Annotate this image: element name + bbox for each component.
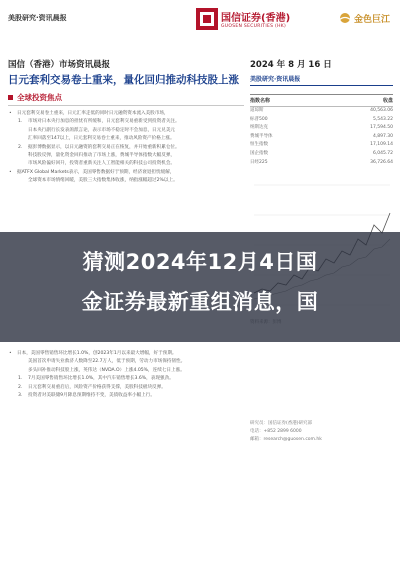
brand2-name: 金色巨江 (354, 14, 391, 25)
sun-icon (338, 11, 352, 25)
headline-line-2: 金证券最新重组消息，国 (81, 290, 319, 314)
report-headline: 日元套利交易卷土重来，量化回归推动科技股上涨 (8, 74, 239, 86)
guosen-logo-icon (196, 8, 218, 30)
list-item: 科技股反弹，量化资金回归推动了市场上涨，费城半导体指数大幅反弹， (28, 153, 176, 159)
section-title: 全球投资焦点 (17, 93, 62, 102)
list-item: 2. 据彭博数据显示，以日元融资的套利交易正在恢复，并开始重新积累仓位。 (18, 144, 180, 150)
table-header: 指数名称 收盘 (250, 95, 393, 107)
list-item: 全球资本市场情绪回暖，美股三大指数集体收涨，纳指涨幅超过2%以上。 (28, 178, 178, 184)
list-item: 美国首次申请失业救济人数降至22.7万人，低于预期，劳动力市场保持韧性。 (28, 359, 186, 365)
contact-block (250, 420, 393, 444)
report-header (0, 0, 400, 46)
left-column (8, 92, 244, 186)
list-item: 汇率回落至147以上，日元套利交易卷土重来，推动风险资产价格上涨。 (28, 136, 175, 142)
report-date: 2024 年 8 月 16 日 (250, 60, 332, 70)
section-square-icon (8, 95, 13, 100)
index-table (250, 94, 393, 167)
table-row: 恒生指数 17,109.14 (250, 142, 393, 148)
headline-line-1: 猜测2024年12月4日国 (82, 250, 318, 274)
list-item: • 据ATFX Global Markets表示，美国零售数据好于预期，经济衰退担忧缓解， (8, 169, 244, 177)
list-item: • 日元套利交易卷土重来，日元汇率走低的同时日元融资资本流入美股市场， (8, 110, 244, 118)
list-item: 市场风险偏好回升，投资者重新关注人工智能相关的科技公司投资机会。 (28, 161, 176, 167)
contact-line: 研究员：国信证券(香港)研究部 (250, 421, 313, 426)
bullet-list (8, 110, 244, 186)
brand1-name: 国信证券(香港) (221, 13, 291, 24)
table-row: 标普500 5,543.22 (250, 116, 393, 122)
guosen-logo (196, 8, 290, 30)
table-row: 费城半导体 4,897.30 (250, 133, 393, 139)
contact-line: 电话：+852 2899 6000 (250, 429, 302, 434)
table-row: 纳斯达克 17,594.50 (250, 125, 393, 131)
list-item: 2. 日元套利交易重启后，风险资产价格获得支撑，美股科技板块反弹。 (18, 384, 166, 390)
report-title: 国信（香港）市场资讯晨报 (8, 60, 111, 70)
list-item: 多头回补推动科技股上涨，英伟达（NVDA.O）上涨4.05%，连续七日上涨。 (28, 367, 185, 373)
brand1-english: GUOSEN SECURITIES (HK) (221, 24, 287, 29)
section-header (8, 92, 244, 106)
list-item: • 日本，美国零售销售环比增长1.0%，创2023年1月以来最大增幅，好于预期。 (8, 350, 244, 358)
list-item: 1. 市场对日本央行加息的担忧有所缓和，日元套利交易重新受到投资者关注。 (18, 119, 180, 125)
table-row: 道琼斯 40,563.06 (250, 108, 393, 113)
partner-logo (338, 11, 390, 25)
right-subtitle: 美股研究·资讯晨报 (250, 74, 393, 86)
list-item: 日本央行副行长发表鸽派言论，表示市场不稳定时不会加息，日元兑美元 (28, 127, 176, 133)
list-item: 1. 7月美国零售销售环比增长1.0%，其中汽车销售增长3.6%，表现强劲。 (18, 376, 174, 382)
contact-line: 邮箱：research@guosen.com.hk (250, 437, 322, 442)
list-item: 3. 投资者对美联储9月降息预期维持不变，美债收益率小幅上行。 (18, 393, 155, 399)
table-row: 日经225 36,726.64 (250, 159, 393, 165)
lower-bullets (8, 350, 244, 400)
table-row: 国企指数 6,045.72 (250, 150, 393, 156)
header-left-label: 美股研究·资讯晨报 (8, 14, 67, 22)
